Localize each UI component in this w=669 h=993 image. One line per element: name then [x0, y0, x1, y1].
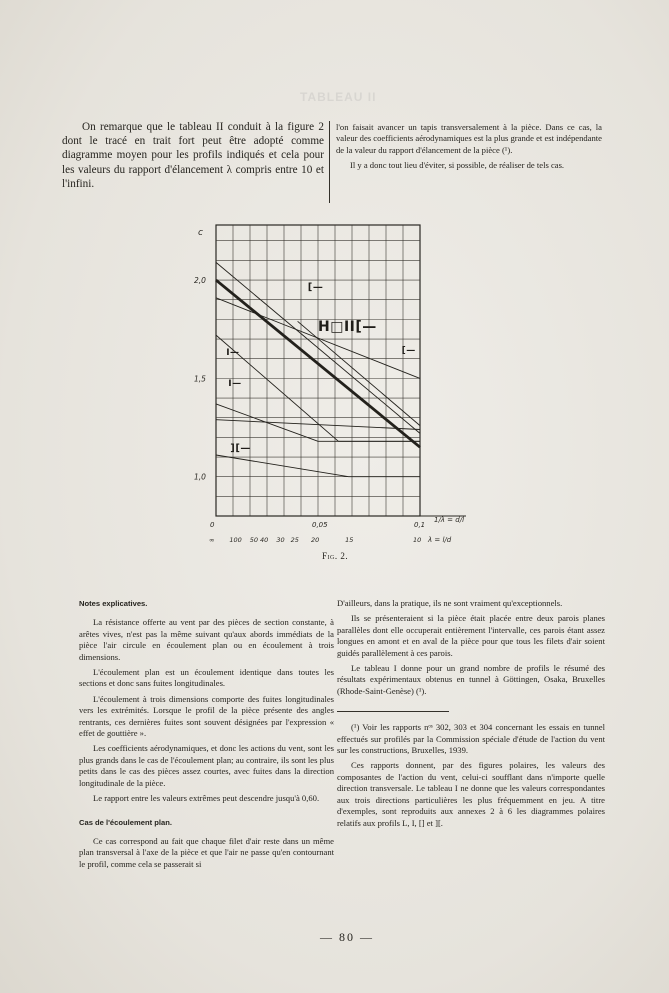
- intro-paragraph: On remarque que le tableau II conduit à la figure 2 dont le tracé en trait fort peut être adopté comme diagramme moyen pour les profils indiqués et cela pour les valeurs du rapport d'élancement λ compris entre 10 et l'infini.: [62, 121, 324, 190]
- notes-paragraph-1: La résistance offerte au vent par des pièces de section constante, à arêtes vives, n'est pas la même suivant qu'aux abords immédiats de la pièce l'air circule en écoulement plan ou en écoulement à trois dimensions.: [79, 617, 334, 662]
- notes-heading: Notes explicatives.: [79, 599, 148, 608]
- x-bottom-tick-label: 50: [249, 536, 259, 544]
- x-bottom-tick-label: 100: [229, 536, 242, 544]
- notes-column: [79, 598, 334, 874]
- profile-label: [—: [307, 281, 324, 293]
- intro-column-left: [62, 120, 324, 191]
- x-bottom-tick-label: 20: [311, 536, 320, 544]
- profile-label: [—: [401, 345, 416, 356]
- profile-label: H□ΙΙ[—: [318, 319, 377, 336]
- notes-paragraph-3: L'écoulement à trois dimensions comporte des fuites longitudinales vers les extrémités. Lorsque le profil de la pièce présente des angles rentrants, ces dernières fuites sont souvent désignées par l'expression « effet de gouttière ».: [79, 693, 334, 739]
- notes-paragraph-4: Les coefficients aérodynamiques, et donc les actions du vent, sont les plus grands dans le cas de l'écoulement plan; au contraire, ils sont les plus petits dans le cas des pièces assez courtes, avec fuites dans la direction longitudinale de la pièce.: [79, 743, 334, 788]
- x-bottom-tick-label: 30: [276, 536, 285, 544]
- profile-label: ][—: [230, 443, 251, 455]
- intro-right-paragraph-2: Il y a donc tout lieu d'éviter, si possible, de réaliser de tels cas.: [350, 160, 565, 171]
- x-top-tick-label: 0,1: [414, 521, 426, 529]
- x-bottom-tick-label: 15: [345, 536, 354, 544]
- y-tick-label: 1,0: [194, 472, 206, 482]
- x-bottom-tick-label: 40: [260, 536, 269, 544]
- notes-paragraph-5: Le rapport entre les valeurs extrêmes peut descendre jusqu'à 0,60.: [93, 793, 320, 804]
- figure-2-chart: [188, 210, 488, 550]
- plan-paragraph: Ce cas correspond au fait que chaque filet d'air reste dans un même plan transversal à l'axe de la pièce et que l'air ne passe qu'en contournant le profil, comme cela se passerait si: [79, 835, 334, 869]
- profile-label: Ι—: [226, 347, 240, 358]
- footnote-rule: [337, 711, 449, 712]
- x-top-axis-label: 1/λ = d/l: [434, 516, 465, 524]
- chart-grid: [216, 225, 466, 516]
- x-top-tick-label: 0,05: [312, 521, 328, 529]
- right-paragraph-2: Ils se présenteraient si la pièce était placée entre deux parois planes parallèles dont elle occuperait entièrement l'intervalle, ces parois étant assez longues en amont et en aval de la pièce pour que tous les filets d'air soient guidés parallèlement à ces parois.: [337, 613, 605, 658]
- y-axis-label: c: [198, 228, 203, 238]
- y-tick-label: 2,0: [194, 276, 206, 286]
- intro-right-paragraph-1: l'on faisait avancer un tapis transversalement à la pièce. Dans ce cas, la valeur des coefficients aérodynamiques est la plus grande et est indépendante de la valeur du rapport d'élancement de la pièce (¹).: [336, 122, 602, 155]
- bleed-through-heading: TABLEAU II: [300, 90, 377, 104]
- x-bottom-axis-label: λ = l/d: [428, 536, 452, 544]
- right-paragraph-3: Le tableau I donne pour un grand nombre de profils le résumé des résultats expérimentaux obtenus en tunnel à Göttingen, Osaka, Bruxelles (Rhode-Saint-Genèse) (¹).: [337, 663, 605, 696]
- intro-column-right: [336, 122, 602, 176]
- plan-heading: Cas de l'écoulement plan.: [79, 817, 172, 827]
- right-column: [337, 598, 605, 833]
- footnote-2: Ces rapports donnent, par des figures polaires, les valeurs des composantes de l'action du vent, celui-ci soufflant dans n'importe quelle direction transversale. Le tableau I ne donne que les valeurs correspondantes aux trois directions particulières les plus fréquemment en jeu. A titre d'exemples, sont reproduits aux annexes 2 à 6 les diagrammes polaires relatifs aux profils L, I, [] et ][.: [337, 760, 605, 828]
- x-bottom-tick-label: 25: [290, 536, 299, 544]
- column-divider: [329, 121, 330, 203]
- y-tick-label: 1,5: [194, 374, 206, 384]
- series-line: [298, 321, 420, 425]
- x-bottom-tick-label: ∞: [209, 536, 215, 544]
- page-number: — 80 —: [320, 930, 374, 944]
- x-top-tick-label: 0: [210, 521, 215, 529]
- figure-caption: Fig. 2.: [322, 551, 349, 561]
- notes-paragraph-2: L'écoulement plan est un écoulement identique dans toutes les sections et donc sans fuites longitudinales.: [79, 667, 334, 689]
- footnote-1: (¹) Voir les rapports nᵒˢ 302, 303 et 304 concernant les essais en tunnel effectués sur profilés par la Commission spéciale d'étude de l'action du vent sur les constructions, Bruxelles, 1939.: [337, 722, 605, 756]
- right-paragraph-1: D'ailleurs, dans la pratique, ils ne sont vraiment qu'exceptionnels.: [337, 598, 563, 608]
- profile-label: Ι—: [228, 379, 242, 390]
- x-bottom-tick-label: 10: [413, 536, 422, 544]
